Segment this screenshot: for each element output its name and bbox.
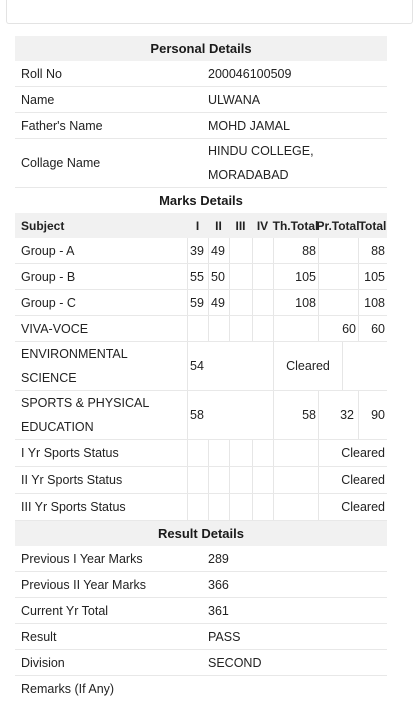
prev-i-year-row xyxy=(15,546,387,572)
env-line-1: ENVIRONMENTAL xyxy=(21,347,128,361)
fathers-name-label: Father's Name xyxy=(21,118,103,133)
header-ii: II xyxy=(215,218,222,233)
group-a-ii: 49 xyxy=(208,238,229,263)
table-row xyxy=(15,391,387,440)
group-c-th-total: 108 xyxy=(273,290,318,315)
group-a-th-total: 88 xyxy=(273,238,318,263)
prev-i-year-value: 289 xyxy=(208,551,229,566)
table-row xyxy=(15,316,387,342)
roll-no-value: 200046100509 xyxy=(208,66,292,81)
prev-i-year-label: Previous I Year Marks xyxy=(21,551,143,566)
table-row xyxy=(15,238,387,264)
marks-table-header xyxy=(15,213,387,238)
college-line-1: HINDU COLLEGE, xyxy=(208,144,314,158)
prev-ii-year-label: Previous II Year Marks xyxy=(21,577,147,592)
current-yr-total-row xyxy=(15,598,387,624)
remarks-row xyxy=(15,676,387,702)
division-label: Division xyxy=(21,655,65,670)
personal-details-title: Personal Details xyxy=(15,36,387,61)
sports-pr-total: 32 xyxy=(318,391,358,439)
env-status: Cleared xyxy=(273,342,342,390)
sports-line-2: EDUCATION xyxy=(21,420,94,434)
fathers-name-row xyxy=(15,113,387,139)
header-subject: Subject xyxy=(21,218,65,233)
env-line-2: SCIENCE xyxy=(21,371,77,385)
name-row xyxy=(15,87,387,113)
sports-th-total: 58 xyxy=(273,391,318,439)
remarks-value xyxy=(202,676,387,702)
table-row xyxy=(15,440,387,467)
subject-group-c: Group - C xyxy=(21,295,76,310)
subject-viva-voce: VIVA-VOCE xyxy=(21,321,89,336)
group-a-i: 39 xyxy=(187,238,208,263)
current-yr-total-value: 361 xyxy=(208,603,229,618)
table-row xyxy=(15,494,387,521)
sports-i: 58 xyxy=(187,391,273,439)
subject-group-b: Group - B xyxy=(21,269,76,284)
viva-pr-total: 60 xyxy=(318,316,358,341)
ii-yr-sports-status: Cleared xyxy=(318,467,387,493)
table-row xyxy=(15,290,387,316)
name-value: ULWANA xyxy=(208,92,261,107)
roll-no-row xyxy=(15,61,387,87)
env-i: 54 xyxy=(187,342,273,390)
result-row xyxy=(15,624,387,650)
remarks-label: Remarks (If Any) xyxy=(21,682,115,696)
table-row xyxy=(15,264,387,290)
current-yr-total-label: Current Yr Total xyxy=(21,603,109,618)
table-row xyxy=(15,342,387,391)
result-card xyxy=(15,36,387,702)
group-a-total: 88 xyxy=(358,238,387,263)
division-row xyxy=(15,650,387,676)
result-value: PASS xyxy=(208,629,241,644)
subject-group-a: Group - A xyxy=(21,243,75,258)
result-details-title: Result Details xyxy=(15,521,387,546)
group-b-th-total: 105 xyxy=(273,264,318,289)
prev-ii-year-value: 366 xyxy=(208,577,229,592)
division-value: SECOND xyxy=(208,655,262,670)
i-yr-sports-status: Cleared xyxy=(318,440,387,466)
viva-total: 60 xyxy=(358,316,387,341)
group-c-i: 59 xyxy=(187,290,208,315)
college-value xyxy=(202,139,387,187)
iii-yr-sports-status: Cleared xyxy=(318,494,387,520)
header-th-total: Th.Total xyxy=(272,218,319,233)
subject-i-yr-sports-status: I Yr Sports Status xyxy=(21,446,119,460)
college-label: Collage Name xyxy=(21,156,101,170)
header-i: I xyxy=(195,218,200,233)
header-total: Total xyxy=(358,218,387,233)
group-b-ii: 50 xyxy=(208,264,229,289)
result-label: Result xyxy=(21,629,57,644)
group-b-i: 55 xyxy=(187,264,208,289)
sports-line-1: SPORTS & PHYSICAL xyxy=(21,396,150,410)
prev-ii-year-row xyxy=(15,572,387,598)
header-iii: III xyxy=(235,218,246,233)
header-iv: IV xyxy=(256,218,269,233)
subject-sports-physical-education xyxy=(15,391,187,439)
sports-total: 90 xyxy=(358,391,387,439)
roll-no-label: Roll No xyxy=(21,66,62,81)
marks-details-title: Marks Details xyxy=(15,188,387,213)
college-line-2: MORADABAD xyxy=(208,168,289,182)
subject-environmental-science xyxy=(15,342,187,390)
table-row xyxy=(15,467,387,494)
subject-ii-yr-sports-status: II Yr Sports Status xyxy=(21,473,123,487)
group-c-ii: 49 xyxy=(208,290,229,315)
group-b-total: 105 xyxy=(358,264,387,289)
subject-iii-yr-sports-status: III Yr Sports Status xyxy=(21,500,126,514)
name-label: Name xyxy=(21,92,55,107)
top-frame xyxy=(0,0,419,24)
college-row xyxy=(15,139,387,188)
header-pr-total: Pr.Total xyxy=(316,218,360,233)
group-c-total: 108 xyxy=(358,290,387,315)
fathers-name-value: MOHD JAMAL xyxy=(208,118,290,133)
